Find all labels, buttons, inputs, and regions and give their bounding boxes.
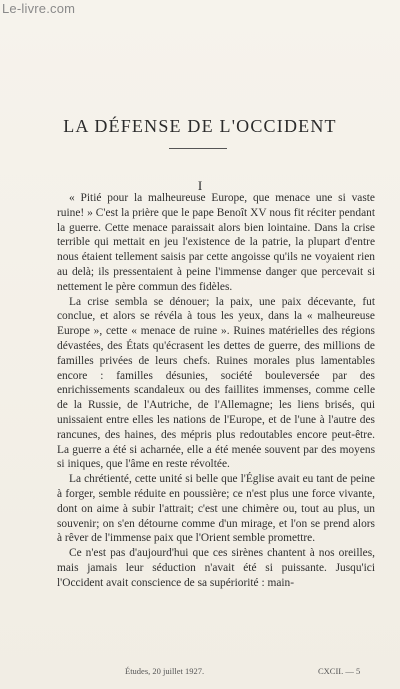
article-title: LA DÉFENSE DE L'OCCIDENT: [63, 116, 337, 136]
title-divider: [169, 148, 227, 149]
section-number: I: [197, 178, 203, 193]
article-body: [57, 191, 375, 591]
watermark: Le-livre.com: [2, 1, 76, 16]
footer-volume-signature: CXCII. — 5: [318, 666, 361, 676]
paragraph: La crise sembla se dénouer; la paix, une paix décevante, fut conclue, et alors se révéla à tous les yeux, dans la « malheureuse Europe », cette « menace de ruine ». Ruines matérielles des régions dévastées, des États qu'écrasent les dettes de guerre, des millions de familles privées de leurs chefs. Ruines morales plus lamentables encore : familles désunies, société bouleversée par des enrichissements scandaleux ou des faillites immenses, comme celle de la Russie, de l'Autriche, de l'Allemagne; les liens brisés, qui unissaient entre elles les nations de l'Europe, et de l'une à l'autre des rancunes, des haines, des mépris plus redoutables encore peut-être. La guerre a été si acharnée, elle a été menée souvent par des moyens si iniques, que l'âme en reste révoltée.: [57, 295, 375, 471]
paragraph: La chrétienté, cette unité si belle que l'Église avait eu tant de peine à forger, semble réduite en poussière; ce n'est plus une force vivante, dont on aime à subir l'attrait; c'est une chimère ou, tout au plus, un souvenir; on s'en détourne comme d'un mirage, et l'on se prend alors à rêver de l'immense paix que l'Orient semble promettre.: [57, 473, 375, 545]
paragraph: « Pitié pour la malheureuse Europe, que menace une si vaste ruine! » C'est la prière que le pape Benoît XV nous fit réciter pendant la guerre. Cette menace paraissait alors bien lointaine. Dans la crise terrible qui mettait en jeu l'existence de la patrie, la plupart d'entre nous étaient tellement saisis par cette angoisse qu'ils ne voyaient rien au delà; ils pressentaient à peine l'immense danger que percevait si nettement le père commun des fidèles.: [57, 192, 375, 293]
paragraph: Ce n'est pas d'aujourd'hui que ces sirènes chantent à nos oreilles, mais jamais leur séduction n'avait été si puissante. Jusqu'ici l'Occident avait conscience de sa supériorité : main-: [57, 547, 375, 589]
footer-journal-date: Études, 20 juillet 1927.: [125, 666, 205, 676]
